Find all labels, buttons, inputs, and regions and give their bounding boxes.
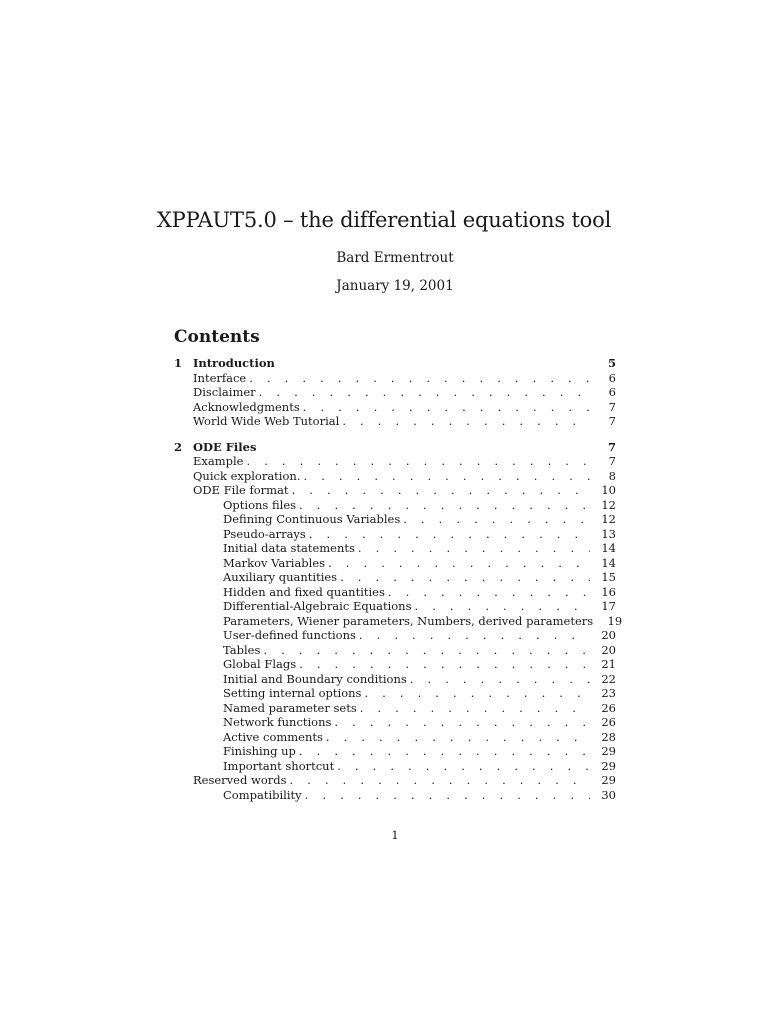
toc-label: Active comments [223,730,326,745]
contents-heading: Contents [174,327,260,347]
toc-label: User-defined functions [223,628,359,643]
document-title: XPPAUT5.0 – the differential equations tool [156,208,612,232]
toc-page-number: 5 [590,356,616,371]
toc-leader-dots [299,498,590,513]
toc-label: Compatibility [223,788,305,803]
toc-page-number: 21 [590,657,616,672]
toc-leader-dots [303,400,590,415]
toc-entry[interactable] [174,469,616,484]
toc-leader-dots [299,744,590,759]
toc-page-number: 7 [590,440,616,455]
toc-page-number: 7 [590,400,616,415]
toc-chapter-number: 1 [174,356,183,370]
toc-leader-dots [326,730,590,745]
toc-entry[interactable] [174,371,616,386]
toc-entry[interactable] [174,454,616,469]
toc-page-number: 22 [590,672,616,687]
toc-label: Reserved words [193,773,290,788]
toc-entry[interactable] [174,483,616,498]
page-number: 1 [391,828,399,842]
toc-page-number: 8 [590,469,616,484]
toc-leader-dots [337,759,590,774]
toc-label: Parameters, Wiener parameters, Numbers, derived parameters [223,614,596,629]
toc-page-number: 29 [590,773,616,788]
toc-page-number: 7 [590,414,616,429]
toc-page-number: 29 [590,744,616,759]
toc-leader-dots [358,541,590,556]
toc-label: Quick exploration. [193,469,303,484]
toc-entry[interactable] [174,385,616,400]
toc-label: Network functions [223,715,334,730]
toc-leader-dots [340,570,590,585]
toc-page-number: 15 [590,570,616,585]
toc-page-number: 6 [590,385,616,400]
toc-label: Finishing up [223,744,299,759]
toc-page-number: 28 [590,730,616,745]
toc-page-number: 26 [590,715,616,730]
toc-leader-dots [364,686,590,701]
toc-label: World Wide Web Tutorial [193,414,342,429]
toc-leader-dots [410,672,590,687]
toc-label: Auxiliary quantities [223,570,340,585]
toc-label: ODE Files [193,440,259,455]
toc-page-number: 10 [590,483,616,498]
toc-page-number: 16 [590,585,616,600]
document-date: January 19, 2001 [336,278,454,294]
toc-entry[interactable] [174,512,616,527]
toc-entry[interactable] [174,414,616,429]
toc-label: Named parameter sets [223,701,360,716]
toc-entry[interactable] [174,744,616,759]
toc-label: Initial and Boundary conditions [223,672,410,687]
toc-entry[interactable] [174,715,616,730]
toc-entry[interactable] [174,701,616,716]
toc-entry[interactable] [174,628,616,643]
toc-label: Introduction [193,356,278,371]
toc-leader-dots [342,414,590,429]
table-of-contents [174,356,623,802]
toc-label: Important shortcut [223,759,337,774]
toc-label: Defining Continuous Variables [223,512,403,527]
toc-page-number: 7 [590,454,616,469]
toc-page-number: 6 [590,371,616,386]
toc-page-number: 17 [590,599,616,614]
toc-entry[interactable] [174,643,616,658]
toc-page-number: 13 [590,527,616,542]
toc-label: Interface [193,371,249,386]
toc-leader-dots [303,469,590,484]
toc-entry[interactable] [174,773,616,788]
toc-entry[interactable] [174,570,616,585]
toc-label: Differential-Algebraic Equations [223,599,415,614]
toc-page-number: 20 [590,628,616,643]
toc-entry[interactable] [174,730,616,745]
toc-leader-dots [309,527,590,542]
document-author: Bard Ermentrout [336,250,454,266]
toc-entry[interactable] [174,657,616,672]
toc-page-number: 14 [590,541,616,556]
toc-leader-dots [247,454,591,469]
toc-entry[interactable] [174,541,616,556]
toc-leader-dots [388,585,590,600]
toc-page-number: 12 [590,498,616,513]
toc-page-number: 30 [590,788,616,803]
toc-entry[interactable] [174,672,616,687]
toc-page-number: 19 [596,614,622,629]
toc-leader-dots [292,483,590,498]
toc-entry[interactable] [174,613,623,629]
toc-label: Initial data statements [223,541,358,556]
toc-entry[interactable] [174,498,616,513]
toc-label: Options files [223,498,299,513]
toc-chapter-number: 2 [174,439,183,454]
toc-leader-dots [263,643,590,658]
toc-page-number: 26 [590,701,616,716]
toc-label: Disclaimer [193,385,259,400]
toc-entry[interactable] [174,686,616,701]
toc-label: Hidden and fixed quantities [223,585,388,600]
toc-entry[interactable] [174,585,616,600]
toc-page-number: 14 [590,556,616,571]
toc-leader-dots [299,657,590,672]
toc-chapter[interactable] [174,356,616,371]
toc-label: ODE File format [193,483,292,498]
toc-label: Global Flags [223,657,299,672]
toc-page-number: 12 [590,512,616,527]
toc-leader-dots [259,385,590,400]
toc-entry[interactable] [174,599,616,614]
toc-leader-dots [403,512,590,527]
toc-label: Markov Variables [223,556,328,571]
toc-leader-dots [359,628,590,643]
toc-chapter[interactable] [174,440,616,455]
toc-entry[interactable] [174,527,616,542]
toc-label: Setting internal options [223,686,364,701]
toc-entry[interactable] [174,759,616,774]
toc-page-number: 23 [590,686,616,701]
toc-entry[interactable] [174,400,616,415]
toc-label: Acknowledgments [193,400,303,415]
toc-label: Example [193,454,247,469]
toc-page-number: 20 [590,643,616,658]
toc-page-number: 29 [590,759,616,774]
toc-leader-dots [360,701,590,716]
toc-entry[interactable] [174,556,616,571]
toc-label: Pseudo-arrays [223,527,309,542]
toc-leader-dots [415,599,591,614]
toc-leader-dots [328,556,590,571]
toc-leader-dots [249,371,590,386]
toc-leader-dots [334,715,590,730]
toc-leader-dots [290,773,590,788]
toc-leader-dots [305,788,590,803]
toc-entry[interactable] [174,788,616,803]
toc-label: Tables [223,643,263,658]
